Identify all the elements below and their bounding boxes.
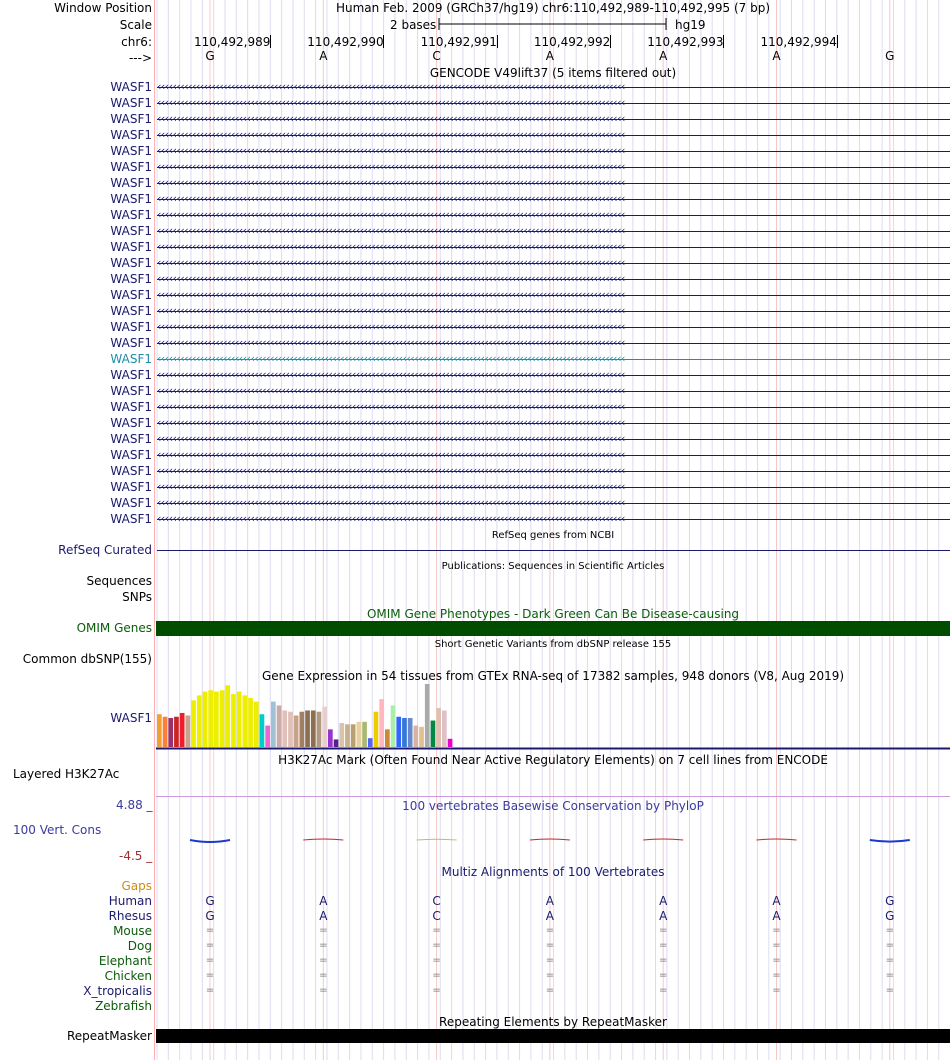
gencode-gene-label[interactable]: WASF1: [110, 192, 152, 206]
gencode-gene-label[interactable]: WASF1: [110, 432, 152, 446]
gtex-bar: [271, 702, 276, 747]
gencode-gene-label[interactable]: WASF1: [110, 400, 152, 414]
gencode-transcript[interactable]: ‹‹‹‹‹‹‹‹‹‹‹‹‹‹‹‹‹‹‹‹‹‹‹‹‹‹‹‹‹‹‹‹‹‹‹‹‹‹‹‹‹‹‹‹‹‹‹‹‹‹‹‹‹‹‹‹‹‹‹‹‹‹‹‹‹‹‹‹‹‹‹‹‹‹‹‹‹‹‹‹‹‹‹‹‹‹‹‹‹‹‹‹‹‹‹‹‹‹‹‹‹‹‹‹‹‹‹‹‹‹‹‹‹‹‹‹‹‹‹‹: [157, 448, 950, 462]
gencode-transcript[interactable]: ‹‹‹‹‹‹‹‹‹‹‹‹‹‹‹‹‹‹‹‹‹‹‹‹‹‹‹‹‹‹‹‹‹‹‹‹‹‹‹‹‹‹‹‹‹‹‹‹‹‹‹‹‹‹‹‹‹‹‹‹‹‹‹‹‹‹‹‹‹‹‹‹‹‹‹‹‹‹‹‹‹‹‹‹‹‹‹‹‹‹‹‹‹‹‹‹‹‹‹‹‹‹‹‹‹‹‹‹‹‹‹‹‹‹‹‹‹‹‹‹: [157, 272, 950, 286]
multiz-base: =: [885, 985, 894, 996]
position-label: 110,492,989: [194, 35, 271, 49]
gtex-bar: [157, 714, 162, 747]
position-label: 110,492,994: [760, 35, 837, 49]
gtex-bar: [231, 694, 236, 747]
multiz-base: A: [659, 894, 668, 908]
base-letter: A: [659, 49, 668, 63]
repeatmasker-bar[interactable]: [156, 1029, 950, 1043]
gtex-label[interactable]: WASF1: [110, 711, 152, 725]
phylop-mark: [530, 839, 570, 840]
multiz-base: G: [205, 909, 215, 923]
multiz-base: =: [432, 925, 441, 936]
gtex-bar: [419, 727, 424, 747]
multiz-species-label[interactable]: Dog: [127, 939, 152, 953]
position-tick: [837, 35, 838, 48]
gencode-gene-label[interactable]: WASF1: [110, 416, 152, 430]
omim-title: OMIM Gene Phenotypes - Dark Green Can Be Disease-causing: [366, 607, 740, 621]
window-position-label: Window Position: [54, 1, 152, 15]
refseq-label[interactable]: RefSeq Curated: [58, 543, 152, 557]
gencode-transcript[interactable]: ‹‹‹‹‹‹‹‹‹‹‹‹‹‹‹‹‹‹‹‹‹‹‹‹‹‹‹‹‹‹‹‹‹‹‹‹‹‹‹‹‹‹‹‹‹‹‹‹‹‹‹‹‹‹‹‹‹‹‹‹‹‹‹‹‹‹‹‹‹‹‹‹‹‹‹‹‹‹‹‹‹‹‹‹‹‹‹‹‹‹‹‹‹‹‹‹‹‹‹‹‹‹‹‹‹‹‹‹‹‹‹‹‹‹‹‹‹‹‹‹: [157, 192, 950, 206]
multiz-base: =: [772, 940, 781, 951]
gtex-bar: [260, 714, 265, 747]
gtex-bar: [379, 699, 384, 747]
phylop-max: 4.88 _: [116, 798, 153, 812]
multiz-base: =: [658, 940, 668, 951]
multiz-base: G: [885, 909, 895, 923]
multiz-base: =: [772, 955, 781, 966]
gtex-bar: [374, 712, 379, 747]
multiz-base: G: [205, 894, 215, 908]
h3k27ac-title: H3K27Ac Mark (Often Found Near Active Regulatory Elements) on 7 cell lines from ENCODE: [278, 753, 828, 767]
multiz-base: =: [658, 985, 668, 996]
gencode-transcript[interactable]: ‹‹‹‹‹‹‹‹‹‹‹‹‹‹‹‹‹‹‹‹‹‹‹‹‹‹‹‹‹‹‹‹‹‹‹‹‹‹‹‹‹‹‹‹‹‹‹‹‹‹‹‹‹‹‹‹‹‹‹‹‹‹‹‹‹‹‹‹‹‹‹‹‹‹‹‹‹‹‹‹‹‹‹‹‹‹‹‹‹‹‹‹‹‹‹‹‹‹‹‹‹‹‹‹‹‹‹‹‹‹‹‹‹‹‹‹‹‹‹‹: [157, 256, 950, 270]
phylop-label[interactable]: 100 Vert. Cons: [13, 823, 102, 837]
phylop-mark: [190, 840, 230, 842]
multiz-base: C: [432, 894, 441, 908]
gtex-bar: [168, 718, 173, 747]
gencode-transcript[interactable]: ‹‹‹‹‹‹‹‹‹‹‹‹‹‹‹‹‹‹‹‹‹‹‹‹‹‹‹‹‹‹‹‹‹‹‹‹‹‹‹‹‹‹‹‹‹‹‹‹‹‹‹‹‹‹‹‹‹‹‹‹‹‹‹‹‹‹‹‹‹‹‹‹‹‹‹‹‹‹‹‹‹‹‹‹‹‹‹‹‹‹‹‹‹‹‹‹‹‹‹‹‹‹‹‹‹‹‹‹‹‹‹‹‹‹‹‹‹‹‹‹: [157, 240, 950, 254]
multiz-base: =: [772, 925, 781, 936]
gencode-transcript[interactable]: ‹‹‹‹‹‹‹‹‹‹‹‹‹‹‹‹‹‹‹‹‹‹‹‹‹‹‹‹‹‹‹‹‹‹‹‹‹‹‹‹‹‹‹‹‹‹‹‹‹‹‹‹‹‹‹‹‹‹‹‹‹‹‹‹‹‹‹‹‹‹‹‹‹‹‹‹‹‹‹‹‹‹‹‹‹‹‹‹‹‹‹‹‹‹‹‹‹‹‹‹‹‹‹‹‹‹‹‹‹‹‹‹‹‹‹‹‹‹‹‹: [157, 128, 950, 142]
gtex-bar: [339, 723, 344, 747]
multiz-base: A: [659, 909, 668, 923]
multiz-base: =: [432, 985, 441, 996]
gtex-bar: [203, 692, 208, 747]
gencode-gene-label[interactable]: WASF1: [110, 352, 152, 366]
multiz-base: =: [545, 985, 555, 996]
gencode-transcript[interactable]: ‹‹‹‹‹‹‹‹‹‹‹‹‹‹‹‹‹‹‹‹‹‹‹‹‹‹‹‹‹‹‹‹‹‹‹‹‹‹‹‹‹‹‹‹‹‹‹‹‹‹‹‹‹‹‹‹‹‹‹‹‹‹‹‹‹‹‹‹‹‹‹‹‹‹‹‹‹‹‹‹‹‹‹‹‹‹‹‹‹‹‹‹‹‹‹‹‹‹‹‹‹‹‹‹‹‹‹‹‹‹‹‹‹‹‹‹‹‹‹‹: [157, 400, 950, 414]
phylop-min: -4.5 _: [119, 849, 153, 863]
base-letter: C: [432, 49, 441, 63]
gtex-bar: [214, 692, 219, 747]
gaps-label[interactable]: Gaps: [121, 879, 152, 893]
gtex-bar: [328, 729, 333, 747]
gencode-gene-label[interactable]: WASF1: [110, 80, 152, 94]
multiz-base: =: [319, 970, 328, 981]
omim-label[interactable]: OMIM Genes: [76, 621, 152, 635]
base-letter: G: [885, 49, 895, 63]
gtex-bar: [254, 702, 259, 747]
gtex-bar: [351, 724, 356, 747]
gencode-gene-label[interactable]: WASF1: [110, 240, 152, 254]
gencode-title: GENCODE V49lift37 (5 items filtered out): [429, 66, 677, 80]
snps-label[interactable]: SNPs: [122, 590, 152, 604]
gencode-gene-label[interactable]: WASF1: [110, 448, 152, 462]
multiz-base: A: [319, 894, 328, 908]
gtex-bar: [311, 710, 316, 747]
multiz-base: A: [545, 894, 554, 908]
gtex-chart[interactable]: [156, 684, 950, 750]
base-letter: A: [772, 49, 781, 63]
gencode-transcript[interactable]: ‹‹‹‹‹‹‹‹‹‹‹‹‹‹‹‹‹‹‹‹‹‹‹‹‹‹‹‹‹‹‹‹‹‹‹‹‹‹‹‹‹‹‹‹‹‹‹‹‹‹‹‹‹‹‹‹‹‹‹‹‹‹‹‹‹‹‹‹‹‹‹‹‹‹‹‹‹‹‹‹‹‹‹‹‹‹‹‹‹‹‹‹‹‹‹‹‹‹‹‹‹‹‹‹‹‹‹‹‹‹‹‹‹‹‹‹‹‹‹‹: [157, 416, 950, 430]
gencode-gene-label[interactable]: WASF1: [110, 336, 152, 350]
gencode-gene-label[interactable]: WASF1: [110, 496, 152, 510]
gencode-transcript[interactable]: ‹‹‹‹‹‹‹‹‹‹‹‹‹‹‹‹‹‹‹‹‹‹‹‹‹‹‹‹‹‹‹‹‹‹‹‹‹‹‹‹‹‹‹‹‹‹‹‹‹‹‹‹‹‹‹‹‹‹‹‹‹‹‹‹‹‹‹‹‹‹‹‹‹‹‹‹‹‹‹‹‹‹‹‹‹‹‹‹‹‹‹‹‹‹‹‹‹‹‹‹‹‹‹‹‹‹‹‹‹‹‹‹‹‹‹‹‹‹‹‹: [157, 224, 950, 238]
gtex-bar: [294, 716, 299, 748]
multiz-base: =: [319, 985, 328, 996]
gtex-bar: [436, 708, 441, 747]
phylop-mark: [870, 840, 910, 842]
gencode-transcript[interactable]: ‹‹‹‹‹‹‹‹‹‹‹‹‹‹‹‹‹‹‹‹‹‹‹‹‹‹‹‹‹‹‹‹‹‹‹‹‹‹‹‹‹‹‹‹‹‹‹‹‹‹‹‹‹‹‹‹‹‹‹‹‹‹‹‹‹‹‹‹‹‹‹‹‹‹‹‹‹‹‹‹‹‹‹‹‹‹‹‹‹‹‹‹‹‹‹‹‹‹‹‹‹‹‹‹‹‹‹‹‹‹‹‹‹‹‹‹‹‹‹‹: [157, 112, 950, 126]
gtex-bar: [282, 710, 287, 747]
gtex-bar: [448, 739, 453, 747]
gtex-bar: [197, 695, 202, 747]
gtex-bar: [225, 685, 230, 747]
scale-text: 2 bases: [390, 18, 437, 32]
gencode-gene-label[interactable]: WASF1: [110, 160, 152, 174]
gtex-bar: [322, 707, 327, 747]
gencode-transcript[interactable]: ‹‹‹‹‹‹‹‹‹‹‹‹‹‹‹‹‹‹‹‹‹‹‹‹‹‹‹‹‹‹‹‹‹‹‹‹‹‹‹‹‹‹‹‹‹‹‹‹‹‹‹‹‹‹‹‹‹‹‹‹‹‹‹‹‹‹‹‹‹‹‹‹‹‹‹‹‹‹‹‹‹‹‹‹‹‹‹‹‹‹‹‹‹‹‹‹‹‹‹‹‹‹‹‹‹‹‹‹‹‹‹‹‹‹‹‹‹‹‹‹: [157, 160, 950, 174]
gencode-transcript[interactable]: ‹‹‹‹‹‹‹‹‹‹‹‹‹‹‹‹‹‹‹‹‹‹‹‹‹‹‹‹‹‹‹‹‹‹‹‹‹‹‹‹‹‹‹‹‹‹‹‹‹‹‹‹‹‹‹‹‹‹‹‹‹‹‹‹‹‹‹‹‹‹‹‹‹‹‹‹‹‹‹‹‹‹‹‹‹‹‹‹‹‹‹‹‹‹‹‹‹‹‹‹‹‹‹‹‹‹‹‹‹‹‹‹‹‹‹‹‹‹‹‹: [157, 80, 950, 94]
multiz-base: A: [545, 909, 554, 923]
gtex-bar: [391, 705, 396, 747]
gencode-gene-label[interactable]: WASF1: [110, 176, 152, 190]
h3k27ac-baseline: [156, 796, 950, 797]
position-label: 110,492,991: [420, 35, 497, 49]
refseq-title: RefSeq genes from NCBI: [491, 530, 615, 541]
gencode-gene-label[interactable]: WASF1: [110, 208, 152, 222]
gencode-transcript[interactable]: ‹‹‹‹‹‹‹‹‹‹‹‹‹‹‹‹‹‹‹‹‹‹‹‹‹‹‹‹‹‹‹‹‹‹‹‹‹‹‹‹‹‹‹‹‹‹‹‹‹‹‹‹‹‹‹‹‹‹‹‹‹‹‹‹‹‹‹‹‹‹‹‹‹‹‹‹‹‹‹‹‹‹‹‹‹‹‹‹‹‹‹‹‹‹‹‹‹‹‹‹‹‹‹‹‹‹‹‹‹‹‹‹‹‹‹‹‹‹‹‹: [157, 288, 950, 302]
gtex-bar: [402, 718, 407, 747]
gencode-gene-label[interactable]: WASF1: [110, 368, 152, 382]
scale-label: Scale: [119, 18, 152, 32]
multiz-base: =: [205, 955, 215, 966]
gtex-bar: [396, 717, 401, 747]
scale-db: hg19: [675, 18, 706, 32]
base-letter: G: [205, 49, 215, 63]
multiz-base: =: [319, 955, 328, 966]
gencode-transcript[interactable]: ‹‹‹‹‹‹‹‹‹‹‹‹‹‹‹‹‹‹‹‹‹‹‹‹‹‹‹‹‹‹‹‹‹‹‹‹‹‹‹‹‹‹‹‹‹‹‹‹‹‹‹‹‹‹‹‹‹‹‹‹‹‹‹‹‹‹‹‹‹‹‹‹‹‹‹‹‹‹‹‹‹‹‹‹‹‹‹‹‹‹‹‹‹‹‹‹‹‹‹‹‹‹‹‹‹‹‹‹‹‹‹‹‹‹‹‹‹‹‹‹: [157, 368, 950, 382]
gencode-transcript[interactable]: ‹‹‹‹‹‹‹‹‹‹‹‹‹‹‹‹‹‹‹‹‹‹‹‹‹‹‹‹‹‹‹‹‹‹‹‹‹‹‹‹‹‹‹‹‹‹‹‹‹‹‹‹‹‹‹‹‹‹‹‹‹‹‹‹‹‹‹‹‹‹‹‹‹‹‹‹‹‹‹‹‹‹‹‹‹‹‹‹‹‹‹‹‹‹‹‹‹‹‹‹‹‹‹‹‹‹‹‹‹‹‹‹‹‹‹‹‹‹‹‹: [157, 320, 950, 334]
multiz-base: C: [432, 909, 441, 923]
gtex-bar: [208, 690, 213, 747]
phylop-mark: [303, 839, 343, 840]
multiz-base: =: [545, 955, 555, 966]
position-tick: [383, 35, 384, 48]
gencode-transcript[interactable]: ‹‹‹‹‹‹‹‹‹‹‹‹‹‹‹‹‹‹‹‹‹‹‹‹‹‹‹‹‹‹‹‹‹‹‹‹‹‹‹‹‹‹‹‹‹‹‹‹‹‹‹‹‹‹‹‹‹‹‹‹‹‹‹‹‹‹‹‹‹‹‹‹‹‹‹‹‹‹‹‹‹‹‹‹‹‹‹‹‹‹‹‹‹‹‹‹‹‹‹‹‹‹‹‹‹‹‹‹‹‹‹‹‹‹‹‹‹‹‹‹: [157, 480, 950, 494]
multiz-base: =: [545, 970, 555, 981]
position-tick: [610, 35, 611, 48]
multiz-base: =: [319, 940, 328, 951]
gtex-bar: [288, 712, 293, 747]
gtex-bar: [442, 710, 447, 747]
phylop-title: 100 vertebrates Basewise Conservation by PhyloP: [402, 799, 704, 813]
gtex-bar: [237, 692, 242, 747]
position-label: 110,492,993: [647, 35, 724, 49]
gtex-bar: [174, 717, 179, 747]
gencode-transcript[interactable]: ‹‹‹‹‹‹‹‹‹‹‹‹‹‹‹‹‹‹‹‹‹‹‹‹‹‹‹‹‹‹‹‹‹‹‹‹‹‹‹‹‹‹‹‹‹‹‹‹‹‹‹‹‹‹‹‹‹‹‹‹‹‹‹‹‹‹‹‹‹‹‹‹‹‹‹‹‹‹‹‹‹‹‹‹‹‹‹‹‹‹‹‹‹‹‹‹‹‹‹‹‹‹‹‹‹‹‹‹‹‹‹‹‹‹‹‹‹‹‹‹: [157, 144, 950, 158]
multiz-base: G: [885, 894, 895, 908]
multiz-base: A: [772, 909, 781, 923]
multiz-base: =: [658, 955, 668, 966]
gencode-gene-label[interactable]: WASF1: [110, 512, 152, 526]
base-letter: A: [319, 49, 328, 63]
gtex-bar: [357, 722, 362, 747]
gencode-transcript[interactable]: ‹‹‹‹‹‹‹‹‹‹‹‹‹‹‹‹‹‹‹‹‹‹‹‹‹‹‹‹‹‹‹‹‹‹‹‹‹‹‹‹‹‹‹‹‹‹‹‹‹‹‹‹‹‹‹‹‹‹‹‹‹‹‹‹‹‹‹‹‹‹‹‹‹‹‹‹‹‹‹‹‹‹‹‹‹‹‹‹‹‹‹‹‹‹‹‹‹‹‹‹‹‹‹‹‹‹‹‹‹‹‹‹‹‹‹‹‹‹‹‹: [157, 512, 950, 526]
multiz-base: =: [885, 940, 894, 951]
gtex-bar: [277, 705, 282, 747]
publications-title: Publications: Sequences in Scientific Articles: [441, 561, 665, 572]
phylop-mark: [417, 839, 457, 840]
gtex-bar: [243, 695, 248, 747]
position-tick: [497, 35, 498, 48]
position-tick: [270, 35, 271, 48]
gencode-transcript[interactable]: ‹‹‹‹‹‹‹‹‹‹‹‹‹‹‹‹‹‹‹‹‹‹‹‹‹‹‹‹‹‹‹‹‹‹‹‹‹‹‹‹‹‹‹‹‹‹‹‹‹‹‹‹‹‹‹‹‹‹‹‹‹‹‹‹‹‹‹‹‹‹‹‹‹‹‹‹‹‹‹‹‹‹‹‹‹‹‹‹‹‹‹‹‹‹‹‹‹‹‹‹‹‹‹‹‹‹‹‹‹‹‹‹‹‹‹‹‹‹‹‹: [157, 496, 950, 510]
multiz-base: =: [432, 955, 441, 966]
multiz-base: =: [205, 970, 215, 981]
multiz-species-label[interactable]: Elephant: [98, 954, 152, 968]
multiz-species-label[interactable]: Zebrafish: [95, 999, 152, 1013]
multiz-species-label[interactable]: Mouse: [113, 924, 152, 938]
scale-bar: [438, 17, 670, 31]
gencode-gene-label[interactable]: WASF1: [110, 224, 152, 238]
gtex-bar: [186, 716, 191, 748]
multiz-base: =: [545, 940, 555, 951]
gtex-bar: [431, 721, 436, 747]
strand-label: --->: [128, 51, 152, 65]
gencode-gene-label[interactable]: WASF1: [110, 112, 152, 126]
gtex-bar: [368, 738, 373, 747]
window-position-text: Human Feb. 2009 (GRCh37/hg19) chr6:110,492,989-110,492,995 (7 bp): [335, 1, 770, 15]
phylop-mark: [757, 839, 797, 840]
gencode-gene-label[interactable]: WASF1: [110, 464, 152, 478]
gtex-bar: [408, 718, 413, 747]
refseq-line[interactable]: [157, 550, 950, 551]
gencode-transcript[interactable]: ‹‹‹‹‹‹‹‹‹‹‹‹‹‹‹‹‹‹‹‹‹‹‹‹‹‹‹‹‹‹‹‹‹‹‹‹‹‹‹‹‹‹‹‹‹‹‹‹‹‹‹‹‹‹‹‹‹‹‹‹‹‹‹‹‹‹‹‹‹‹‹‹‹‹‹‹‹‹‹‹‹‹‹‹‹‹‹‹‹‹‹‹‹‹‹‹‹‹‹‹‹‹‹‹‹‹‹‹‹‹‹‹‹‹‹‹‹‹‹‹: [157, 208, 950, 222]
gtex-bar: [220, 690, 225, 747]
multiz-base: =: [772, 970, 781, 981]
gencode-transcript[interactable]: ‹‹‹‹‹‹‹‹‹‹‹‹‹‹‹‹‹‹‹‹‹‹‹‹‹‹‹‹‹‹‹‹‹‹‹‹‹‹‹‹‹‹‹‹‹‹‹‹‹‹‹‹‹‹‹‹‹‹‹‹‹‹‹‹‹‹‹‹‹‹‹‹‹‹‹‹‹‹‹‹‹‹‹‹‹‹‹‹‹‹‹‹‹‹‹‹‹‹‹‹‹‹‹‹‹‹‹‹‹‹‹‹‹‹‹‹‹‹‹‹: [157, 176, 950, 190]
gtex-bar: [305, 710, 310, 747]
gtex-bar: [265, 726, 270, 747]
omim-bar[interactable]: [156, 621, 950, 636]
gtex-bar: [317, 712, 322, 747]
gencode-transcript[interactable]: ‹‹‹‹‹‹‹‹‹‹‹‹‹‹‹‹‹‹‹‹‹‹‹‹‹‹‹‹‹‹‹‹‹‹‹‹‹‹‹‹‹‹‹‹‹‹‹‹‹‹‹‹‹‹‹‹‹‹‹‹‹‹‹‹‹‹‹‹‹‹‹‹‹‹‹‹‹‹‹‹‹‹‹‹‹‹‹‹‹‹‹‹‹‹‹‹‹‹‹‹‹‹‹‹‹‹‹‹‹‹‹‹‹‹‹‹‹‹‹‹: [157, 384, 950, 398]
multiz-base: =: [658, 970, 668, 981]
multiz-base: =: [205, 985, 215, 996]
multiz-title: Multiz Alignments of 100 Vertebrates: [441, 865, 665, 879]
gtex-bar: [385, 729, 390, 747]
position-label: 110,492,992: [533, 35, 611, 49]
gencode-transcript[interactable]: ‹‹‹‹‹‹‹‹‹‹‹‹‹‹‹‹‹‹‹‹‹‹‹‹‹‹‹‹‹‹‹‹‹‹‹‹‹‹‹‹‹‹‹‹‹‹‹‹‹‹‹‹‹‹‹‹‹‹‹‹‹‹‹‹‹‹‹‹‹‹‹‹‹‹‹‹‹‹‹‹‹‹‹‹‹‹‹‹‹‹‹‹‹‹‹‹‹‹‹‹‹‹‹‹‹‹‹‹‹‹‹‹‹‹‹‹‹‹‹‹: [157, 352, 950, 366]
h3k27ac-label[interactable]: Layered H3K27Ac: [13, 767, 120, 781]
gtex-bar: [163, 717, 168, 747]
position-label: 110,492,990: [307, 35, 384, 49]
multiz-base: A: [772, 894, 781, 908]
multiz-base: =: [885, 970, 894, 981]
gencode-transcript[interactable]: ‹‹‹‹‹‹‹‹‹‹‹‹‹‹‹‹‹‹‹‹‹‹‹‹‹‹‹‹‹‹‹‹‹‹‹‹‹‹‹‹‹‹‹‹‹‹‹‹‹‹‹‹‹‹‹‹‹‹‹‹‹‹‹‹‹‹‹‹‹‹‹‹‹‹‹‹‹‹‹‹‹‹‹‹‹‹‹‹‹‹‹‹‹‹‹‹‹‹‹‹‹‹‹‹‹‹‹‹‹‹‹‹‹‹‹‹‹‹‹‹: [157, 432, 950, 446]
gtex-bar: [248, 698, 253, 747]
multiz-base: =: [545, 925, 555, 936]
gtex-bar: [300, 712, 305, 747]
gtex-bar: [334, 739, 339, 747]
gencode-gene-label[interactable]: WASF1: [110, 320, 152, 334]
gencode-transcript[interactable]: ‹‹‹‹‹‹‹‹‹‹‹‹‹‹‹‹‹‹‹‹‹‹‹‹‹‹‹‹‹‹‹‹‹‹‹‹‹‹‹‹‹‹‹‹‹‹‹‹‹‹‹‹‹‹‹‹‹‹‹‹‹‹‹‹‹‹‹‹‹‹‹‹‹‹‹‹‹‹‹‹‹‹‹‹‹‹‹‹‹‹‹‹‹‹‹‹‹‹‹‹‹‹‹‹‹‹‹‹‹‹‹‹‹‹‹‹‹‹‹‹: [157, 336, 950, 350]
dbsnp-title: Short Genetic Variants from dbSNP release 155: [434, 639, 672, 650]
gencode-gene-label[interactable]: WASF1: [110, 144, 152, 158]
multiz-species-label[interactable]: X_tropicalis: [83, 984, 152, 998]
multiz-species-label[interactable]: Rhesus: [108, 909, 152, 923]
position-tick: [723, 35, 724, 48]
gencode-gene-label[interactable]: WASF1: [110, 480, 152, 494]
multiz-base: A: [319, 909, 328, 923]
repeatmasker-title: Repeating Elements by RepeatMasker: [439, 1015, 667, 1029]
gencode-gene-label[interactable]: WASF1: [110, 384, 152, 398]
repeatmasker-label[interactable]: RepeatMasker: [66, 1029, 152, 1043]
gtex-bar: [414, 726, 419, 747]
publications-label[interactable]: Sequences: [86, 574, 152, 588]
multiz-base: =: [658, 925, 668, 936]
gencode-gene-label[interactable]: WASF1: [110, 96, 152, 110]
gtex-bar: [362, 722, 367, 747]
dbsnp-label[interactable]: Common dbSNP(155): [22, 652, 152, 666]
multiz-base: =: [885, 925, 894, 936]
phylop-chart[interactable]: [156, 806, 950, 866]
phylop-mark: [643, 839, 683, 840]
chrom-label: chr6:: [121, 35, 152, 49]
gtex-bar: [345, 724, 350, 747]
base-letter: A: [545, 49, 554, 63]
multiz-base: =: [205, 940, 215, 951]
gtex-bar: [180, 713, 185, 747]
gencode-gene-label[interactable]: WASF1: [110, 304, 152, 318]
multiz-species-label[interactable]: Chicken: [104, 969, 152, 983]
gtex-title: Gene Expression in 54 tissues from GTEx RNA-seq of 17382 samples, 948 donors (V8, Aug 2019): [261, 669, 845, 683]
gencode-transcript[interactable]: ‹‹‹‹‹‹‹‹‹‹‹‹‹‹‹‹‹‹‹‹‹‹‹‹‹‹‹‹‹‹‹‹‹‹‹‹‹‹‹‹‹‹‹‹‹‹‹‹‹‹‹‹‹‹‹‹‹‹‹‹‹‹‹‹‹‹‹‹‹‹‹‹‹‹‹‹‹‹‹‹‹‹‹‹‹‹‹‹‹‹‹‹‹‹‹‹‹‹‹‹‹‹‹‹‹‹‹‹‹‹‹‹‹‹‹‹‹‹‹‹: [157, 304, 950, 318]
gencode-gene-label[interactable]: WASF1: [110, 256, 152, 270]
gtex-bar: [191, 700, 196, 747]
multiz-base: =: [432, 970, 441, 981]
multiz-base: =: [205, 925, 215, 936]
multiz-base: =: [772, 985, 781, 996]
gencode-transcript[interactable]: ‹‹‹‹‹‹‹‹‹‹‹‹‹‹‹‹‹‹‹‹‹‹‹‹‹‹‹‹‹‹‹‹‹‹‹‹‹‹‹‹‹‹‹‹‹‹‹‹‹‹‹‹‹‹‹‹‹‹‹‹‹‹‹‹‹‹‹‹‹‹‹‹‹‹‹‹‹‹‹‹‹‹‹‹‹‹‹‹‹‹‹‹‹‹‹‹‹‹‹‹‹‹‹‹‹‹‹‹‹‹‹‹‹‹‹‹‹‹‹‹: [157, 96, 950, 110]
gencode-gene-label[interactable]: WASF1: [110, 288, 152, 302]
multiz-base: =: [885, 955, 894, 966]
gencode-gene-label[interactable]: WASF1: [110, 128, 152, 142]
multiz-base: =: [319, 925, 328, 936]
gtex-bar: [425, 684, 430, 747]
multiz-base: =: [432, 940, 441, 951]
gencode-transcript[interactable]: ‹‹‹‹‹‹‹‹‹‹‹‹‹‹‹‹‹‹‹‹‹‹‹‹‹‹‹‹‹‹‹‹‹‹‹‹‹‹‹‹‹‹‹‹‹‹‹‹‹‹‹‹‹‹‹‹‹‹‹‹‹‹‹‹‹‹‹‹‹‹‹‹‹‹‹‹‹‹‹‹‹‹‹‹‹‹‹‹‹‹‹‹‹‹‹‹‹‹‹‹‹‹‹‹‹‹‹‹‹‹‹‹‹‹‹‹‹‹‹‹: [157, 464, 950, 478]
gencode-gene-label[interactable]: WASF1: [110, 272, 152, 286]
multiz-species-label[interactable]: Human: [108, 894, 152, 908]
